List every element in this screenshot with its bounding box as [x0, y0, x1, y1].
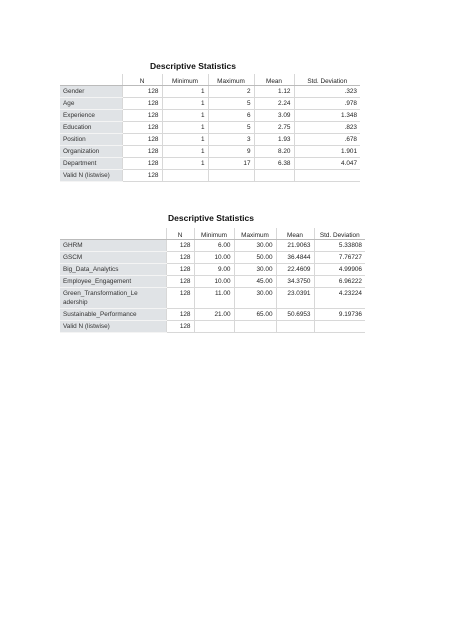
row-label: Experience — [60, 109, 122, 121]
cell-mean: 6.38 — [254, 157, 294, 169]
empty-cell — [254, 169, 294, 181]
cell-maximum: 45.00 — [234, 275, 276, 287]
table-row — [60, 97, 360, 109]
cell-n: 128 — [166, 263, 194, 275]
row-label: Gender — [60, 85, 122, 97]
table-row — [60, 145, 360, 157]
cell-n: 128 — [166, 251, 194, 263]
descriptive-statistics-table-1 — [60, 74, 360, 182]
cell-std-deviation: 1.901 — [294, 145, 360, 157]
col-header-std-deviation: Std. Deviation — [294, 74, 360, 85]
cell-std-deviation: .323 — [294, 85, 360, 97]
col-header-n: N — [166, 228, 194, 239]
row-label: Department — [60, 157, 122, 169]
cell-mean: 36.4844 — [276, 251, 314, 263]
empty-cell — [194, 320, 234, 332]
cell-mean: 22.4609 — [276, 263, 314, 275]
empty-cell — [314, 320, 365, 332]
empty-cell — [276, 320, 314, 332]
cell-std-deviation: 6.96222 — [314, 275, 365, 287]
table1-title: Descriptive Statistics — [150, 61, 236, 71]
cell-std-deviation: 4.23224 — [314, 287, 365, 308]
cell-n: 128 — [166, 275, 194, 287]
row-label: Education — [60, 121, 122, 133]
table-row — [60, 287, 365, 308]
cell-mean: 1.12 — [254, 85, 294, 97]
cell-n: 128 — [122, 145, 162, 157]
cell-maximum: 50.00 — [234, 251, 276, 263]
cell-n: 128 — [122, 169, 162, 181]
cell-n: 128 — [166, 320, 194, 332]
cell-n: 128 — [122, 157, 162, 169]
cell-maximum: 5 — [208, 97, 254, 109]
cell-maximum: 30.00 — [234, 239, 276, 251]
cell-std-deviation: 4.047 — [294, 157, 360, 169]
table-row — [60, 85, 360, 97]
cell-maximum: 2 — [208, 85, 254, 97]
row-label: Big_Data_Analytics — [60, 263, 166, 275]
cell-minimum: 9.00 — [194, 263, 234, 275]
valid-n-row — [60, 320, 365, 332]
table2-title: Descriptive Statistics — [168, 213, 254, 223]
cell-std-deviation: .823 — [294, 121, 360, 133]
row-label: GHRM — [60, 239, 166, 251]
cell-minimum: 1 — [162, 85, 208, 97]
col-header-minimum: Minimum — [162, 74, 208, 85]
descriptive-statistics-table-2 — [60, 228, 365, 333]
row-label: Valid N (listwise) — [60, 320, 166, 332]
cell-maximum: 6 — [208, 109, 254, 121]
empty-cell — [162, 169, 208, 181]
cell-maximum: 17 — [208, 157, 254, 169]
cell-mean: 2.75 — [254, 121, 294, 133]
cell-minimum: 10.00 — [194, 251, 234, 263]
cell-mean: 34.3750 — [276, 275, 314, 287]
cell-minimum: 1 — [162, 157, 208, 169]
cell-minimum: 10.00 — [194, 275, 234, 287]
table-row — [60, 251, 365, 263]
cell-mean: 23.0391 — [276, 287, 314, 308]
cell-minimum: 1 — [162, 133, 208, 145]
cell-n: 128 — [122, 109, 162, 121]
cell-n: 128 — [122, 133, 162, 145]
row-label: Age — [60, 97, 122, 109]
row-label: Sustainable_Performance — [60, 308, 166, 320]
cell-mean: 3.09 — [254, 109, 294, 121]
cell-minimum: 11.00 — [194, 287, 234, 308]
col-header-maximum: Maximum — [208, 74, 254, 85]
table-row — [60, 239, 365, 251]
col-header-minimum: Minimum — [194, 228, 234, 239]
col-header-std-deviation: Std. Deviation — [314, 228, 365, 239]
table-row — [60, 121, 360, 133]
corner-cell — [60, 74, 122, 85]
table-row — [60, 308, 365, 320]
table-row — [60, 157, 360, 169]
table-row — [60, 133, 360, 145]
row-label: Organization — [60, 145, 122, 157]
cell-maximum: 3 — [208, 133, 254, 145]
cell-minimum: 21.00 — [194, 308, 234, 320]
col-header-n: N — [122, 74, 162, 85]
row-label: GSCM — [60, 251, 166, 263]
cell-minimum: 1 — [162, 109, 208, 121]
corner-cell — [60, 228, 166, 239]
cell-n: 128 — [166, 239, 194, 251]
row-label: Valid N (listwise) — [60, 169, 122, 181]
table-row — [60, 275, 365, 287]
cell-maximum: 30.00 — [234, 263, 276, 275]
cell-mean: 8.20 — [254, 145, 294, 157]
col-header-mean: Mean — [276, 228, 314, 239]
cell-maximum: 30.00 — [234, 287, 276, 308]
cell-minimum: 1 — [162, 121, 208, 133]
cell-n: 128 — [166, 287, 194, 308]
cell-maximum: 65.00 — [234, 308, 276, 320]
cell-maximum: 5 — [208, 121, 254, 133]
cell-maximum: 9 — [208, 145, 254, 157]
cell-minimum: 1 — [162, 97, 208, 109]
cell-n: 128 — [122, 121, 162, 133]
col-header-mean: Mean — [254, 74, 294, 85]
cell-std-deviation: .978 — [294, 97, 360, 109]
cell-n: 128 — [122, 97, 162, 109]
cell-std-deviation: 7.76727 — [314, 251, 365, 263]
col-header-maximum: Maximum — [234, 228, 276, 239]
cell-std-deviation: 4.99906 — [314, 263, 365, 275]
table-row — [60, 109, 360, 121]
row-label: Green_Transformation_Le adership — [60, 287, 166, 308]
empty-cell — [294, 169, 360, 181]
cell-std-deviation: 9.19736 — [314, 308, 365, 320]
table-row — [60, 263, 365, 275]
empty-cell — [208, 169, 254, 181]
cell-minimum: 6.00 — [194, 239, 234, 251]
empty-cell — [234, 320, 276, 332]
cell-std-deviation: 1.348 — [294, 109, 360, 121]
cell-mean: 1.93 — [254, 133, 294, 145]
cell-std-deviation: .678 — [294, 133, 360, 145]
valid-n-row — [60, 169, 360, 181]
cell-mean: 21.9063 — [276, 239, 314, 251]
row-label: Position — [60, 133, 122, 145]
cell-n: 128 — [166, 308, 194, 320]
cell-std-deviation: 5.33808 — [314, 239, 365, 251]
cell-n: 128 — [122, 85, 162, 97]
cell-mean: 2.24 — [254, 97, 294, 109]
cell-minimum: 1 — [162, 145, 208, 157]
cell-mean: 50.6953 — [276, 308, 314, 320]
row-label: Employee_Engagement — [60, 275, 166, 287]
